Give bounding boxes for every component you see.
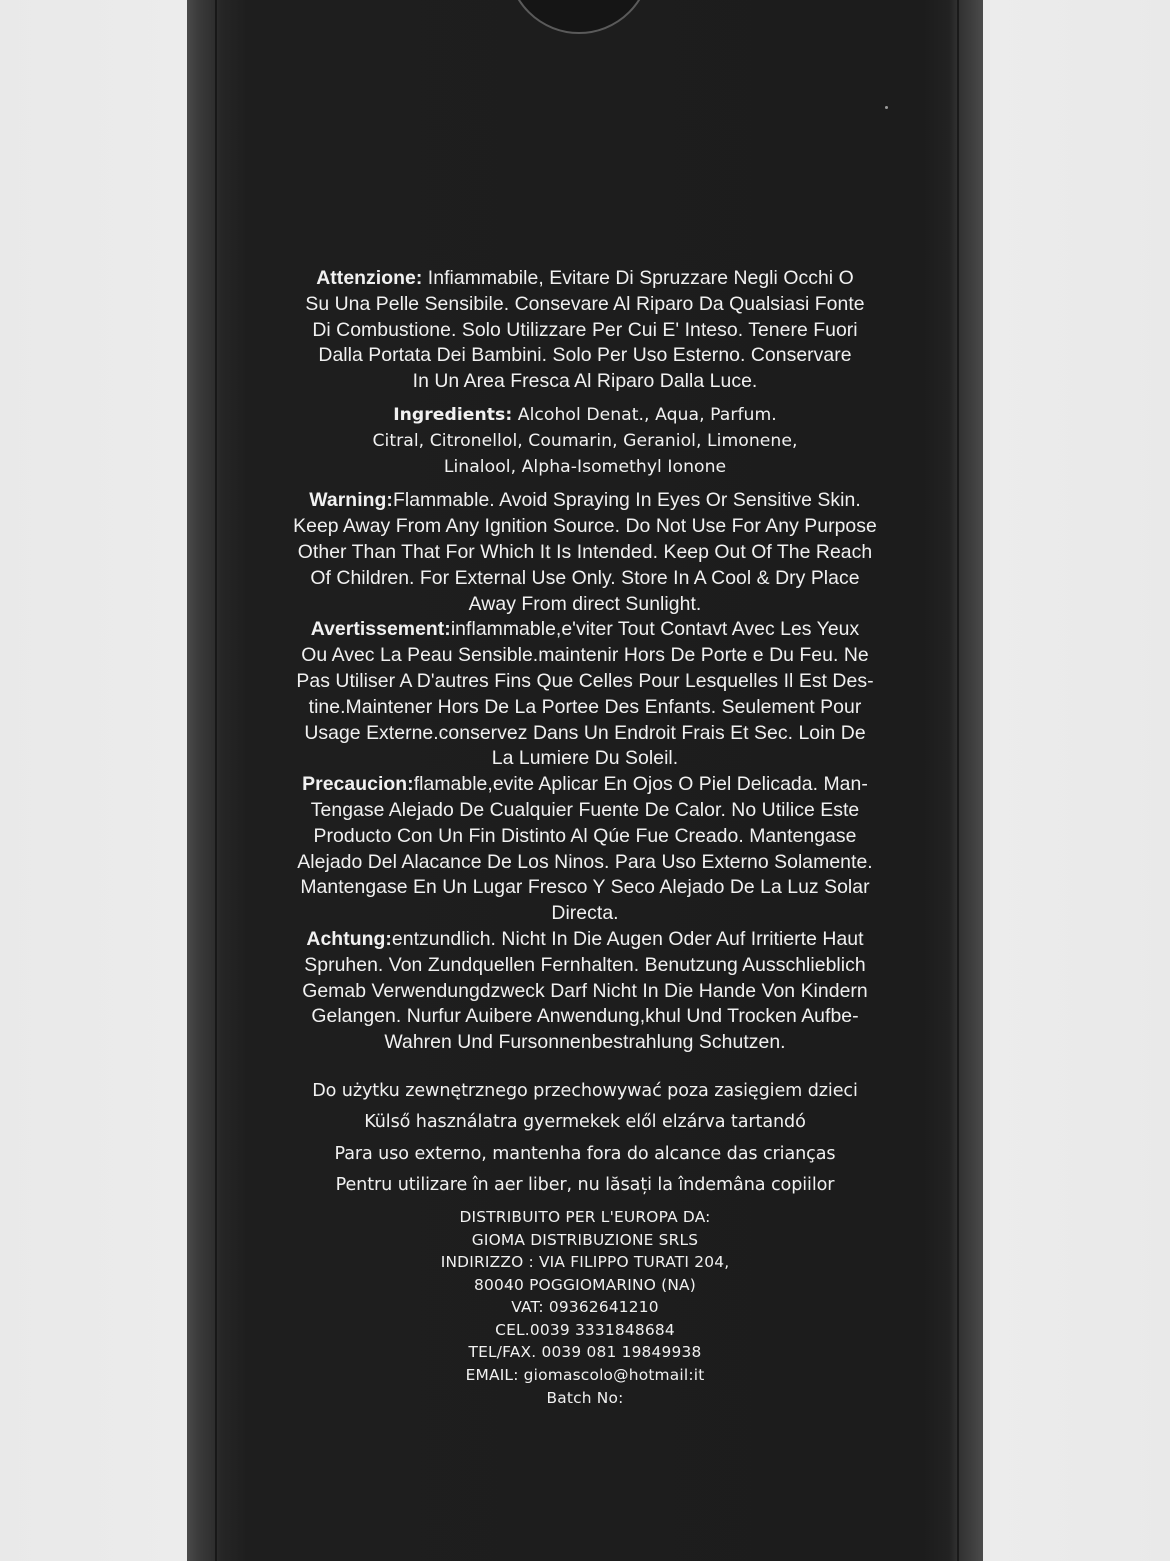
- notice-romanian: Pentru utilizare în aer liber, nu lăsați la îndemâna copiilor: [335, 1175, 835, 1196]
- warning-french: [252, 617, 918, 772]
- distributor-line-1: DISTRIBUITO PER L'EUROPA DA:: [459, 1207, 711, 1226]
- distributor-cel: CEL.0039 3331848684: [495, 1320, 675, 1339]
- box-left-fold: [215, 0, 217, 1561]
- batch-number: Batch No:: [546, 1388, 624, 1407]
- warning-english: [252, 488, 918, 617]
- warning-italian-heading: Attenzione:: [316, 267, 423, 289]
- warning-italian-text: Infiammabile, Evitare Di Spruzzare Negli Occhi O Su Una Pelle Sensibile. Consevare Al Riparo Da Qualsiasi Fonte Di Combustione. Solo Utilizzare Per Cui E' Inteso. Tenere Fuori Dalla Portata Dei Bambini. Solo Per Uso Esterno. Conservare In Un Area Fresca Al Riparo Dalla Luce.: [305, 267, 865, 393]
- distributor-city: 80040 POGGIOMARINO (NA): [474, 1275, 696, 1294]
- ingredients: [252, 403, 918, 480]
- warning-spanish-heading: Precaucion:: [302, 773, 414, 796]
- notice-portuguese: Para uso externo, mantenha fora do alcance das crianças: [334, 1143, 836, 1164]
- warning-german-heading: Achtung:: [306, 927, 392, 950]
- warning-german-text: entzundlich. Nicht In Die Augen Oder Auf Irritierte Haut Spruhen. Von Zundquellen Fernhalten. Benutzung Ausschlieblich Gemab Verwendungdzweck Darf Nicht In Die Hande Von Kindern Gelangen. Nurfur Auibere Anwendung,khul Und Trocken Aufbe- Wahren Und Fursonnenbestrahlung Schutzen.: [302, 927, 868, 1054]
- warning-italian: [252, 266, 918, 395]
- distributor-company: GIOMA DISTRIBUZIONE SRLS: [471, 1230, 699, 1249]
- warning-english-heading: Warning:: [309, 489, 393, 512]
- distributor-tel: TEL/FAX. 0039 081 19849938: [468, 1343, 702, 1362]
- box-right-fold: [957, 0, 959, 1561]
- warning-spanish-text: flamable,evite Aplicar En Ojos O Piel Delicada. Man- Tengase Alejado De Cualquier Fuente De Calor. No Utilice Este Producto Con Un Fin Distinto Al Qúe Fue Creado. Mantengase Alejado Del Alacance De Los Ninos. Para Uso Externo Solamente. Mantengase En Un Lugar Fresco Y Seco Alejado De La Luz Solar Directa.: [297, 773, 873, 925]
- warning-spanish: [252, 772, 918, 927]
- product-label-text: [252, 266, 918, 1409]
- box-speck: [885, 106, 888, 109]
- distributor-address: INDIRIZZO : VIA FILIPPO TURATI 204,: [440, 1253, 730, 1272]
- distributor-info: [252, 1206, 918, 1409]
- short-notices: [252, 1076, 918, 1202]
- warning-french-heading: Avertissement:: [310, 618, 451, 641]
- box-top-cutout: [507, 0, 651, 34]
- warning-german: [252, 927, 918, 1056]
- distributor-vat: VAT: 09362641210: [511, 1298, 659, 1317]
- notice-hungarian: Külső használatra gyermekek elől elzárva tartandó: [364, 1112, 806, 1133]
- ingredients-heading: Ingredients:: [393, 404, 513, 425]
- notice-polish: Do użytku zewnętrznego przechowywać poza zasięgiem dzieci: [312, 1080, 858, 1101]
- warning-english-text: Flammable. Avoid Spraying In Eyes Or Sensitive Skin. Keep Away From Any Ignition Source. Do Not Use For Any Purpose Other Than That For Which It Is Intended. Keep Out Of The Reach Of Children. For External Use Only. Store In A Cool & Dry Place Away From direct Sunlight.: [293, 489, 877, 615]
- ingredients-text: Alcohol Denat., Aqua, Parfum. Citral, Citronellol, Coumarin, Geraniol, Limonene, Linalool, Alpha-Isomethyl Ionone: [372, 404, 798, 477]
- warning-french-text: inflammable,e'viter Tout Contavt Avec Les Yeux Ou Avec La Peau Sensible.maintenir Hors De Porte e Du Feu. Ne Pas Utiliser A D'autres Fins Que Celles Pour Lesquelles Il Est Des- tine.Maintener Hors De La Portee Des Enfants. Seulement Pour Usage Externe.conservez Dans Un Endroit Frais Et Sec. Loin De La Lumiere Du Soleil.: [296, 618, 874, 770]
- distributor-email: EMAIL: giomascolo@hotmail:it: [465, 1366, 705, 1385]
